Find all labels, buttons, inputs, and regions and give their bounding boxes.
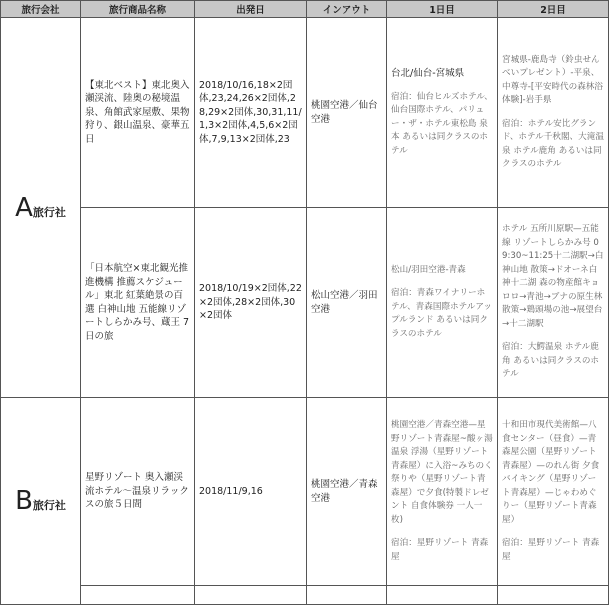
day2-lodging: 宿泊：ホテル安比グランド、ホテル千秋閣、大滝温泉 ホテル鹿角 あるいは同クラスのホテル <box>502 118 604 169</box>
day1-cell <box>387 398 498 586</box>
table-row <box>1 18 609 208</box>
product-name: 星野リゾート 奥入瀬渓流ホテル～温泉リラックスの旅５日間 <box>81 398 195 586</box>
day1-lodging: 宿泊：星野リゾート 青森屋 <box>391 538 489 562</box>
table-row <box>1 208 609 398</box>
day1-lodging: 宿泊：青森ワイナリーホテル、青森国際ホテルアップルランド あるいは同クラスのホテル <box>391 288 492 339</box>
day2-lodging: 宿泊：星野リゾート 青森屋 <box>502 538 600 562</box>
company-letter: B <box>15 486 33 516</box>
day2-route: ホテル 五所川原駅—五能線 リゾートしらかみ号 09:30~11:25十二湖駅→白神山地 散策→ドオーネ白神十二湖 森の物産館キョロロ→青池→ブナの原生林 散策→鶏頭場の池→展望台→十二湖駅 <box>502 224 604 329</box>
day1-cell <box>387 208 498 398</box>
header-product: 旅行商品名称 <box>81 1 195 18</box>
day2-cell <box>498 398 609 586</box>
product-name: 「日本航空×東北観光推進機構 推薦スケジュール」東北 紅葉絶景の百選 白神山地 五能線リゾートしらかみ号、蔵王 7日の旅 <box>81 208 195 398</box>
day1-route: 桃園空港／青森空港—星野リゾート青森屋~酸ヶ湯温泉 浮湯（星野リゾート青森屋）に入浴~みちのく祭りや（星野リゾート青森屋）で夕食(特製ドレゼント 自食体験券 一人一枚) <box>391 420 493 525</box>
in-out-airports: 松山空港／羽田空港 <box>307 208 387 398</box>
day1-cell <box>387 18 498 208</box>
company-cell <box>1 18 81 398</box>
header-day2: 2日目 <box>498 1 609 18</box>
empty-cell <box>81 586 195 605</box>
empty-cell <box>195 586 307 605</box>
table-row <box>1 398 609 586</box>
company-suffix: 旅行社 <box>32 499 66 512</box>
header-inout: インアウト <box>307 1 387 18</box>
company-letter: A <box>15 192 33 223</box>
day1-route: 松山/羽田空港-青森 <box>391 264 466 275</box>
header-day1: 1日目 <box>387 1 498 18</box>
product-name: 【東北ベスト】東北奥入瀬渓流、陸奥の秘境温泉、角館武家屋敷、果物狩り、銀山温泉、豪華五日 <box>81 18 195 208</box>
company-suffix: 旅行社 <box>32 205 66 219</box>
departure-dates: 2018/10/16,18×2団体,23,24,26×2団体,28,29×2団体,30,31,11/1,3×2団体,4,5,6×2団体,7,9,13×2団体,23 <box>195 18 307 208</box>
empty-cell <box>387 586 498 605</box>
day2-cell <box>498 208 609 398</box>
company-cell <box>1 398 81 605</box>
departure-dates: 2018/11/9,16 <box>195 398 307 586</box>
empty-cell <box>498 586 609 605</box>
departure-dates: 2018/10/19×2団体,22×2団体,28×2団体,30×2団体 <box>195 208 307 398</box>
in-out-airports: 桃園空港／仙台空港 <box>307 18 387 208</box>
in-out-airports: 桃園空港／青森空港 <box>307 398 387 586</box>
header-row <box>1 1 609 18</box>
table-row-empty <box>1 586 609 605</box>
day1-route: 台北/仙台-宮城県 <box>391 68 465 79</box>
day2-cell <box>498 18 609 208</box>
day1-lodging: 宿泊：仙台ヒルズホテル、仙台国際ホテル、パリュー・ザ・ホテル東松島 泉本 あるいは同クラスのホテル <box>391 91 493 156</box>
header-departure: 出発日 <box>195 1 307 18</box>
day2-route: 十和田市現代美術館—八食センター（昼食）—青森屋公園（星野リゾート青森屋）—のれん街 夕食バイキング（星野リゾート青森屋）—じゃわめぐりー（星野リゾート青森屋） <box>502 420 600 525</box>
header-company: 旅行会社 <box>1 1 81 18</box>
empty-cell <box>307 586 387 605</box>
day2-lodging: 宿泊：大鰐温泉 ホテル鹿角 あるいは同クラスのホテル <box>502 342 600 380</box>
day2-route: 宮城県-鹿島寺（鈴虫せんべいプレゼント）-平泉、中尊寺-[平安時代の森林浴体験]-岩手県 <box>502 54 603 105</box>
